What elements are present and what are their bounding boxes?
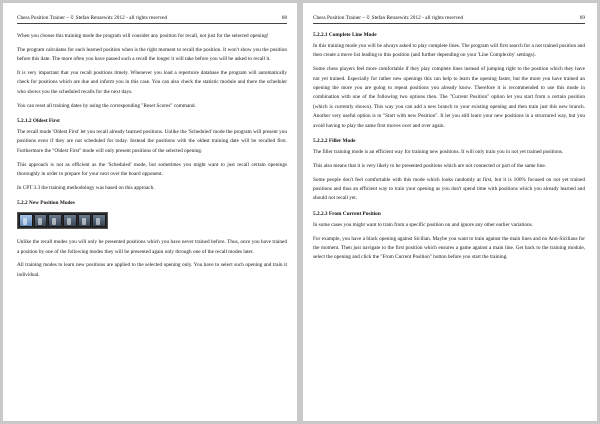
- section-heading: 5.2.2.1 Complete Line Mode: [313, 32, 377, 38]
- toolbar-button-icon: [19, 214, 33, 227]
- paragraph: In this training mode you will be always asked to play complete lines. The program will first search for a not trained position and then create a move list leading to this position (and further depending on your 'Line Complexity' settings).: [313, 43, 585, 59]
- paragraph: The recall mode 'Oldest First' let you recall already learned positions. Unlike the 'Scheduled' mode the program will present you positions even if they are not scheduled for today. Instead the positions with the oldest training date will be recalled first. Furthermore the "Oldest First" mode will only present positions of the selected opening.: [17, 129, 287, 154]
- toolbar-button-icon: [34, 214, 48, 227]
- paragraph: You can reset all training dates by using the corresponding "Reset Scores" command.: [17, 102, 196, 109]
- paragraph: The program calculates for each learned position when is the right moment to recall the position. It won't show you the position before this date. The more often you have passed such a recall the longer it will take before you will be asked to recall it.: [17, 46, 287, 63]
- page-number: 69: [579, 15, 585, 21]
- page-header: [17, 15, 287, 24]
- header-title: Chess Position Trainer – © Stefan Renzewitz 2012 - all rights reserved: [17, 15, 168, 21]
- page-number: 68: [281, 15, 287, 21]
- header-title: Chess Position Trainer – © Stefan Renzewitz 2012 - all rights reserved: [313, 15, 464, 21]
- paragraph: For example, you have a black opening against Sicilian. Maybe you want to train against the main lines and no Anti-Sicilians for the moment. Then just navigate to the first position which ensures a game against a main line. Get back to the training module, select the opening and click the "From Current Position" button before you start the training.: [313, 235, 585, 261]
- right-page: [303, 3, 597, 421]
- toolbar-button-icon: [92, 214, 106, 227]
- page-header: [313, 15, 585, 24]
- toolbar-button-icon: [48, 214, 62, 227]
- left-page: [3, 3, 297, 421]
- paragraph: Unlike the recall modes you will only be presented positions which you have never trained before. Thus, once you have trained a position by one of the following modes they will be presented again only through one of the recall modes later.: [17, 239, 287, 255]
- paragraph: Some people don't feel comfortable with this mode which looks randomly at first, but it is 100% focused on not yet trained positions and thus an efficient way to train your opening as you don't spend time with positions which you already learned and should not recall yet.: [313, 176, 585, 202]
- paragraph: This also means that it is very likely to be presented positions which are not connected or part of the same line.: [313, 162, 546, 169]
- paragraph: When you choose this training mode the program will consider any position for recall, not just for the selected opening!: [17, 33, 269, 39]
- paragraph: Some chess players feel more comfortable if they play complete lines instead of jumping right to the position which they have not yet trained. Especially for rather new openings this can help to learn the opening faster, but the more you have trained an opening the more you are going to repeat positions you already know. Therefore it is recommended to use this mode in combination with one of the following two options then. The "Current Position" option let you start from a certain position (which is currently shown). This way you can add a new branch to your existing opening and then train just this new branch. Another very useful option is to "Start with new Position". It let you still learn your new positions in a structured way, but you avoid having to play the same first moves over and over again.: [313, 66, 585, 129]
- section-heading: 5.2.2 New Position Modes: [17, 200, 75, 207]
- section-heading: 5.2.2.2 Filler Mode: [313, 138, 356, 145]
- paragraph: In CPT 3.3 the training methodology was based on this approach.: [17, 184, 155, 191]
- training-mode-toolbar-image: [17, 212, 108, 229]
- paragraph: The filler training mode is an efficient way for training new positions. It will only train you in not yet trained positions.: [313, 149, 564, 156]
- paragraph: It is very important that you recall positions timely. Whenever you load a repertoire database the program will automatically check for positions which are due and inform you in this case. You can also check the statistic module and there the scheduler who shows you the scheduled recalls for the next days.: [17, 70, 287, 95]
- toolbar-button-icon: [63, 214, 77, 227]
- toolbar-button-icon: [78, 214, 92, 227]
- paragraph: This approach is not as efficient as the 'Scheduled' mode, but sometimes you might want to just recall certain openings thoroughly in order to prepare for your next over the board opponent.: [17, 161, 287, 178]
- section-heading: 5.2.2.3 From Current Position: [313, 210, 381, 217]
- paragraph: In some cases you might want to train from a specific position on and ignore any other earlier variations.: [313, 221, 534, 228]
- section-heading: 5.2.1.2 Oldest First: [17, 118, 60, 125]
- paragraph: All training modes to learn new positions are applied to the selected opening only. You have to select such opening and train it individual.: [17, 262, 287, 278]
